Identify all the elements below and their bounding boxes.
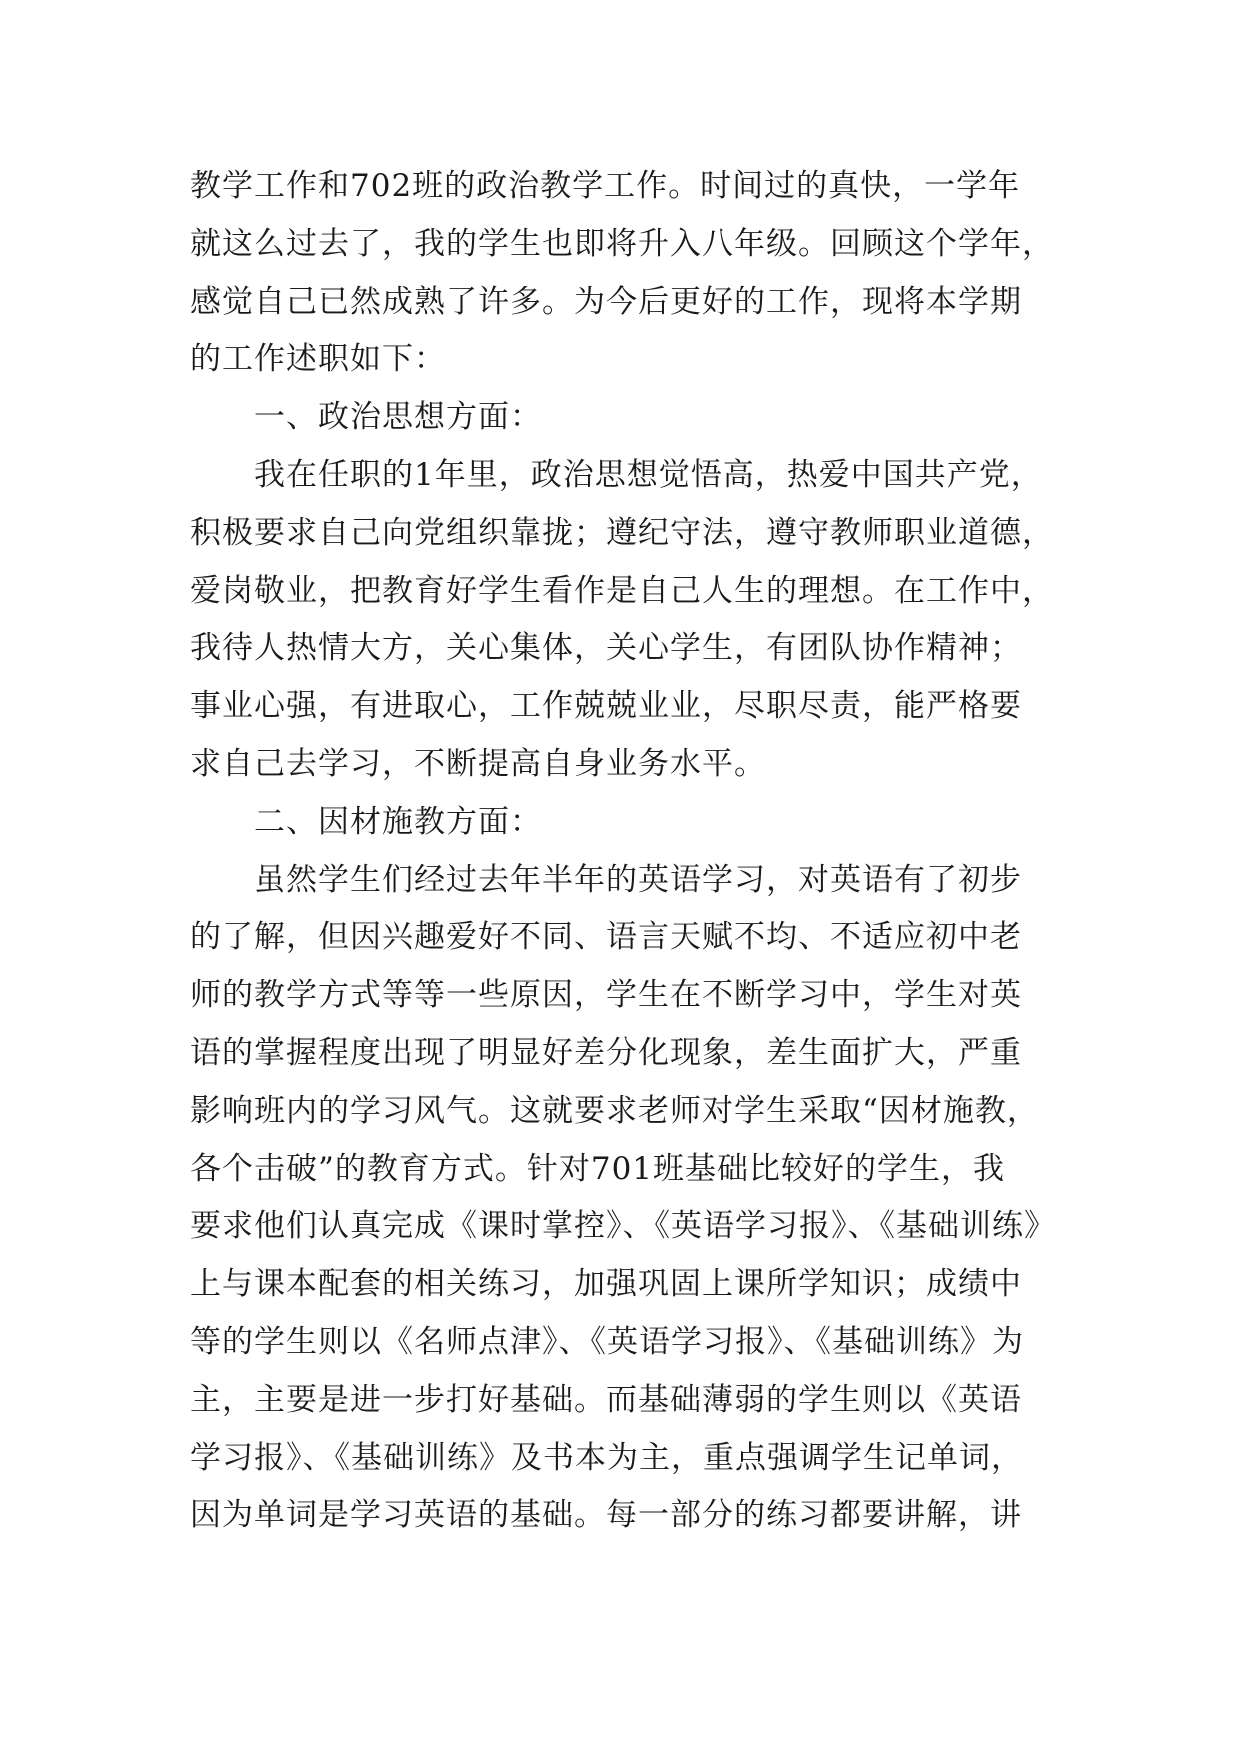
text-line: 语的掌握程度出现了明显好差分化现象，差生面扩大，严重: [190, 1034, 1022, 1071]
text-line: 虽然学生们经过去年半年的英语学习，对英语有了初步: [254, 861, 1022, 898]
text-line: 要求他们认真完成《课时掌控》、《英语学习报》、《基础训练》: [190, 1208, 1056, 1245]
text-line: 等的学生则以《名师点津》、《英语学习报》、《基础训练》为: [190, 1323, 1024, 1360]
text-line: 事业心强，有进取心，工作兢兢业业，尽职尽责，能严格要: [190, 688, 1022, 725]
text-line: 我待人热情大方，关心集体，关心学生，有团队协作精神；: [190, 630, 1022, 667]
text-line: 因为单词是学习英语的基础。每一部分的练习都要讲解，讲: [190, 1497, 1022, 1534]
text-line: 教学工作和702班的政治教学工作。时间过的真快，一学年: [190, 168, 1021, 204]
text-line: 主，主要是进一步打好基础。而基础薄弱的学生则以《英语: [190, 1381, 1022, 1418]
text-line: 爱岗敬业，把教育好学生看作是自己人生的理想。在工作中，: [190, 572, 1054, 609]
body-text: [190, 158, 1070, 1545]
text-line: 就这么过去了，我的学生也即将升入八年级。回顾这个学年，: [190, 225, 1054, 262]
text-line: 感觉自己已然成熟了许多。为今后更好的工作，现将本学期: [190, 283, 1022, 320]
section-heading: 一、政治思想方面：: [254, 399, 542, 436]
text-line: 上与课本配套的相关练习，加强巩固上课所学知识；成绩中: [190, 1266, 1022, 1303]
text-line: 求自己去学习，不断提高自身业务水平。: [190, 745, 766, 782]
text-line: 的了解，但因兴趣爱好不同、语言天赋不均、不适应初中老: [190, 919, 1022, 956]
text-line: 各个击破”的教育方式。针对701班基础比较好的学生，我: [190, 1150, 1006, 1187]
text-line: 的工作述职如下：: [190, 341, 446, 378]
section-heading: 二、因材施教方面：: [254, 803, 542, 840]
text-line: 影响班内的学习风气。这就要求老师对学生采取“因材施教，: [190, 1092, 1039, 1129]
text-line: 学习报》、《基础训练》及书本为主，重点强调学生记单词，: [190, 1439, 1023, 1476]
text-line: 师的教学方式等等一些原因，学生在不断学习中，学生对英: [190, 977, 1022, 1014]
text-line: 我在任职的1年里，政治思想觉悟高，热爱中国共产党，: [254, 456, 1043, 493]
text-line: 积极要求自己向党组织靠拢；遵纪守法，遵守教师职业道德，: [190, 514, 1054, 551]
